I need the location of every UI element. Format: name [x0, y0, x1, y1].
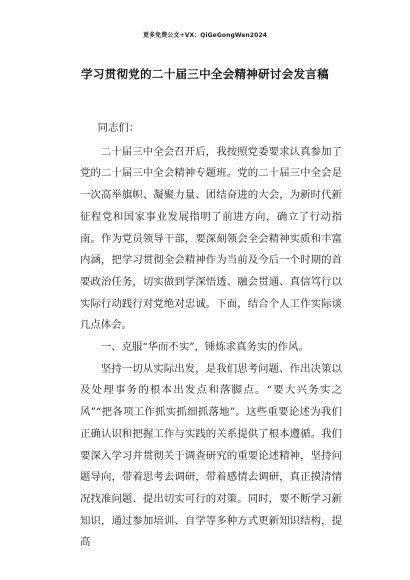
greeting: 同志们：: [97, 122, 140, 134]
header-note: 更多免费公文+VX：QiGeGongWen2024: [142, 32, 267, 39]
paragraph-section-1: 坚持一切从实际出发，是我们思考问题、作出决策以及处理事务的根本出发点和落脚点。“要大兴务实之风”“把各项工作抓实抓细抓落地”。这些重要论述为我们正确认识和把握工作与实践的关系提供了根本遵循。我们要深入学习并贯彻关于调查研究的重要论述精神，坚持问题导向，带着思考去调研，带着感情去调研，真正摸清情况找准问题、提出切实可行的对策。同时，要不断学习新知识，通过参加培训、自学等多种方式更新知识结构，提高: [80, 362, 342, 549]
document-title: 学习贯彻党的二十届三中全会精神研讨会发言稿: [81, 67, 329, 81]
section-heading-1: 一、克服“华而不实”，锤炼求真务实的作风。: [100, 341, 309, 354]
document-body: [80, 118, 342, 554]
paragraph-intro: 二十届三中全会召开后，我按照党委要求认真参加了党的二十届三中全会精神专题班。党的二十届三中全会是一次高举旗帜、凝聚力量、团结奋进的大会，为新时代新征程党和国家事业发展指明了前进方向，确立了行动指南。作为党员领导干部，要深刻领会全会精神实质和丰富内涵，把学习贯彻全会精神作为当前及今后一个时期的首要政治任务，切实做到学深悟透、融会贯通、真信笃行以实际行动践行对党绝对忠诚。下面，结合个人工作实际谈几点体会。: [80, 145, 342, 332]
